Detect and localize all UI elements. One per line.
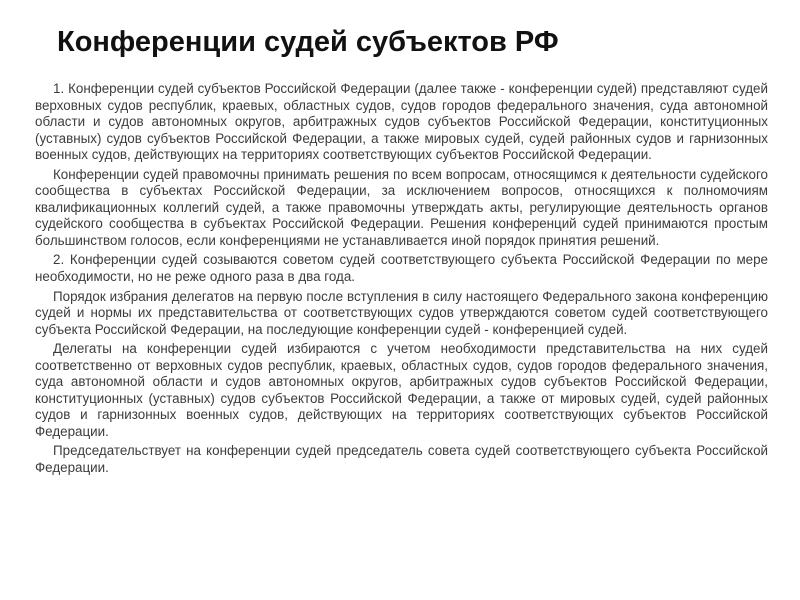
slide-body: [35, 81, 768, 480]
paragraph-5: Делегаты на конференции судей избираются с учетом необходимости представительства на них судей соответственно от верховных судов республик, краевых, областных судов, судов городов федерального значения, суда автономной области и судов автономных округов, арбитражных судов субъектов Российской Федерации, конституционных (уставных) судов субъектов Российской Федерации, а также от мировых судей, судей районных судов и гарнизонных военных судов, действующих на территориях соответствующих субъектов Российской Федерации.: [35, 341, 768, 439]
paragraph-1: 1. Конференции судей субъектов Российской Федерации (далее также - конференции судей) представляют судей верховных судов республик, краевых, областных судов, судов городов федерального значения, суда автономной области и судов автономных округов, арбитражных судов субъектов Российской Федерации, конституционных (уставных) судов субъектов Российской Федерации, а также мировых судей, судей районных судов и гарнизонных военных судов, действующих на территориях соответствующих субъектов Российской Федерации.: [35, 81, 768, 162]
paragraph-6: Председательствует на конференции судей председатель совета судей соответствующего субъекта Российской Федерации.: [35, 443, 768, 475]
paragraph-3: 2. Конференции судей созываются советом судей соответствующего субъекта Российской Федерации по мере необходимости, но не реже одного раза в два года.: [35, 252, 768, 284]
paragraph-2: Конференции судей правомочны принимать решения по всем вопросам, относящимся к деятельности судейского сообщества в субъектах Российской Федерации, за исключением вопросов, относящихся к полномочиям квалификационных коллегий судей, а также правомочны утверждать акты, регулирующие деятельность органов судейского сообщества в субъектах Российской Федерации. Решения конференций судей принимаются простым большинством голосов, если конференциями не устанавливается иной порядок принятия решений.: [35, 166, 768, 248]
slide-title: Конференции судей субъектов РФ: [57, 26, 559, 58]
paragraph-4: Порядок избрания делегатов на первую после вступления в силу настоящего Федерального закона конференцию судей и нормы их представительства от соответствующих судов утверждаются советом судей соответствующего субъекта Российской Федерации, на последующие конференции судей - конференцией судей.: [35, 288, 768, 337]
